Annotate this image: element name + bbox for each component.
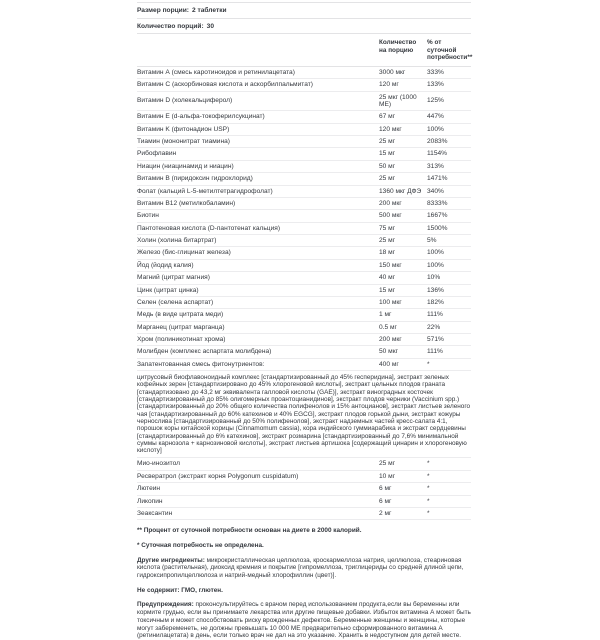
nutrient-name: Витамин В12 (метилкобаламин): [137, 199, 236, 207]
nutrient-amount: 15 мг: [379, 286, 396, 294]
other-ingredients-text: микрокристаллическая целлюлоза, кроскармеллоза натрия, целлюлоза, стеариновая кислота (растительная), диоксид кремния и покрытие [гипромеллоза, триглицериды со средней длиной цепи, гидроксипропилцеллюлоза и натрий-медный хлорофиллин (цвет)].: [137, 556, 464, 580]
table-row: [137, 235, 471, 247]
table-row: [137, 173, 471, 185]
table-row: [137, 67, 471, 79]
nutrient-name: Медь (в виде цитрата меди): [137, 311, 224, 319]
nutrient-dv: 447%: [427, 113, 444, 121]
serving-size-value: 2 таблетки: [191, 7, 227, 14]
warnings-label: Предупреждения:: [137, 601, 194, 609]
nutrient-dv: 5%: [427, 237, 437, 245]
nutrient-name: Витамин E (d-альфа-токоферилсукцинат): [137, 113, 265, 121]
servings-count-label: Количество порций:: [137, 22, 204, 30]
table-row: [137, 285, 471, 297]
nutrient-name: Лютеин: [137, 485, 161, 493]
table-row: [137, 458, 471, 470]
nutrient-name: Ниацин (ниацинамид и ниацин): [137, 162, 234, 170]
nutrient-dv: 1500%: [427, 224, 448, 232]
nutrient-amount: 50 мг: [379, 162, 396, 170]
nutrient-dv: *: [427, 485, 430, 493]
nutrient-amount: 500 мкг: [379, 212, 402, 220]
nutrient-dv: 111%: [427, 348, 443, 356]
table-row: [137, 247, 471, 259]
nutrient-dv: *: [427, 509, 430, 517]
table-row: [137, 309, 471, 321]
table-row: [137, 346, 471, 358]
table-row: [137, 496, 471, 508]
nutrient-name: Цинк (цитрат цинка): [137, 286, 199, 294]
table-row: [137, 92, 471, 112]
table-row: [137, 272, 471, 284]
free-of-note: Не содержит: ГМО, глютен.: [137, 586, 223, 594]
table-row: [137, 483, 471, 495]
nutrient-name: Зеаксантин: [137, 509, 173, 517]
supplement-facts-panel: [137, 2, 471, 640]
nutrient-dv: *: [427, 460, 430, 468]
nutrient-amount: 6 мг: [379, 485, 392, 493]
nutrient-amount: 120 мг: [379, 81, 399, 89]
table-row: [137, 471, 471, 483]
nutrient-name: Марганец (цитрат марганца): [137, 323, 225, 331]
nutrient-name: Тиамин (мононитрат тиамина): [137, 138, 230, 146]
nutrient-amount: 200 мкг: [379, 199, 402, 207]
servings-count-row: [137, 19, 471, 35]
table-row: [137, 508, 471, 520]
nutrient-name: Молибден (комплекс аспартата молибдена): [137, 348, 272, 356]
nutrient-dv: 133%: [427, 81, 444, 89]
nutrient-name: Селен (селена аспартат): [137, 298, 214, 306]
warnings: [137, 601, 471, 639]
nutrient-dv: 1667%: [427, 212, 448, 220]
other-ingredients-label: Другие ингредиенты:: [137, 556, 205, 564]
nutrient-amount: 40 мг: [379, 274, 396, 282]
nutrient-amount: 25 мкг (1000 МЕ): [379, 93, 417, 108]
nutrient-amount: 15 мг: [379, 150, 396, 158]
nutrient-dv: 1154%: [427, 150, 448, 158]
nutrient-dv: 1471%: [427, 175, 448, 183]
nutrient-name: Запатентованная смесь фитонутриентов:: [137, 360, 265, 368]
nutrient-dv: *: [427, 472, 430, 480]
table-row: [137, 79, 471, 91]
table-row: [137, 210, 471, 222]
nutrient-dv: *: [427, 360, 430, 368]
nutrient-name: Биотин: [137, 212, 159, 220]
table-row: [137, 297, 471, 309]
nutrient-dv: 100%: [427, 125, 444, 133]
nutrient-dv: 100%: [427, 249, 444, 257]
table-row: [137, 223, 471, 235]
table-row: [137, 136, 471, 148]
nutrient-dv: 2083%: [427, 138, 448, 146]
blend-description: цитрусовый биофлавоноидный комплекс [стандартизированный до 45% гесперидина], экстракт зеленых кофейных зерен [стандартизировано до 45% хлорогеновой кислоты], экстракт цельных плодов граната [стандартизовано до 43,2 мг эквивалента галловой кислоты (GAE)], экстракт виноградных косточек [стандартизированный до 85% олигомерных проантоцианидинов], экстракт плодов черники (Vaccinium spp.) [стандартизированный до 20% общего количества полифенолов и 15% антоцианов], экстракт листьев зеленого чая [стандартизированный до 60% катехинов и 40% EGCG], экстракт плодов горькой дыни, экстракт кожуры чернослива [стандартизированный до 50% полифенолов], экстракт надземных частей кресс-салата 4:1, порошок коры китайской корицы (Cinnamomum cassia), кора индийского гуммиарабика и экстракт сердцевины [стандартизированный до 6% катехинов], экстракт розмарина [стандартизированный до 7,6% минимальной суммы карнозола + карнозиновой кислоты], экстракт листьев артишока [содержащий цинарин и хлорогеновую кислоту]: [137, 371, 471, 458]
nutrient-amount: 1360 мкг ДФЭ: [379, 187, 422, 195]
nutrient-dv: 8333%: [427, 199, 448, 207]
nutrient-amount: 50 мкг: [379, 348, 398, 356]
nutrient-amount: 6 мг: [379, 497, 392, 505]
nutrient-name: Ресвератрол (экстракт корня Polygonum cuspidatum): [137, 472, 299, 480]
nutrient-name: Железо (бис-глицинат железа): [137, 249, 231, 257]
column-header-amount: Количество на порцию: [379, 39, 417, 54]
table-row: [137, 148, 471, 160]
nutrient-amount: 0.5 мг: [379, 323, 397, 331]
nutrient-dv: 333%: [427, 68, 444, 76]
warnings-text: проконсультируйтесь с врачом перед использованием продукта,если вы беременны или кормите грудью, если вы принимаете лекарства или другие пищевые добавки. Избыток витамина А может быть токсичным и может способствовать риску врожденных дефектов. Беременные женщины и женщины, которые могут забеременеть, не должны превышать 10 000 МЕ предварительно сформированного витамина А (ретинилацетата) в день, если только врач не дал на это указание. Хранить в недоступном для детей месте.: [137, 601, 471, 640]
nutrient-name: Витамин K (фитонадион USP): [137, 125, 230, 133]
nutrient-name: Ликопин: [137, 497, 163, 505]
nutrient-dv: 571%: [427, 336, 444, 344]
table-row: [137, 161, 471, 173]
table-row: [137, 111, 471, 123]
table-row: [137, 260, 471, 272]
nutrient-rows-extra: [137, 458, 471, 520]
table-row: [137, 359, 471, 371]
nutrient-dv: 136%: [427, 286, 444, 294]
nutrient-amount: 2 мг: [379, 509, 392, 517]
table-row: [137, 334, 471, 346]
nutrient-name: Рибофлавин: [137, 150, 177, 158]
serving-size-row: [137, 3, 471, 19]
nutrient-dv: 340%: [427, 187, 444, 195]
nutrient-amount: 25 мг: [379, 175, 396, 183]
table-row: [137, 198, 471, 210]
nutrient-amount: 100 мкг: [379, 298, 402, 306]
nutrient-dv: *: [427, 497, 430, 505]
table-row: [137, 124, 471, 136]
nutrient-rows-main: [137, 67, 471, 371]
table-row: [137, 186, 471, 198]
nutrient-amount: 150 мкг: [379, 261, 402, 269]
nutrient-dv: 313%: [427, 162, 444, 170]
nutrient-name: Фолат (кальций L-5-метилтетрагидрофолат): [137, 187, 273, 195]
nutrient-dv: 10%: [427, 274, 441, 282]
nutrient-amount: 200 мкг: [379, 336, 402, 344]
nutrient-name: Витамин А (смесь каротиноидов и ретинилацетата): [137, 68, 295, 76]
nutrient-name: Витамин D (холекальциферол): [137, 97, 233, 105]
servings-count-value: 30: [206, 22, 214, 30]
other-ingredients: [137, 557, 471, 580]
nutrient-amount: 25 мг: [379, 138, 396, 146]
nutrient-amount: 75 мг: [379, 224, 396, 232]
nutrient-amount: 400 мг: [379, 360, 399, 368]
nutrient-name: Магний (цитрат магния): [137, 274, 210, 282]
nutrient-name: Холин (холина битартрат): [137, 237, 217, 245]
nutrient-dv: 22%: [427, 323, 441, 331]
nutrient-amount: 25 мг: [379, 460, 396, 468]
nutrient-amount: 10 мг: [379, 472, 396, 480]
nutrient-dv: 111%: [427, 311, 443, 319]
nutrient-amount: 25 мг: [379, 237, 396, 245]
footnote-dv-basis: ** Процент от суточной потребности основан на диете в 2000 калорий.: [137, 527, 362, 535]
nutrient-name: Мио-инозитол: [137, 460, 180, 468]
nutrient-name: Пантотеновая кислота (D-пантотенат кальция): [137, 224, 281, 232]
footnote-dv-undefined: * Суточная потребность не определена.: [137, 542, 264, 549]
nutrient-amount: 1 мг: [379, 311, 392, 319]
nutrient-amount: 18 мг: [379, 249, 396, 257]
serving-size-label: Размер порции:: [137, 7, 189, 14]
column-header-row: [137, 34, 471, 67]
nutrient-name: Йод (йодид калия): [137, 261, 194, 269]
nutrient-name: Хром (полиникотинат хрома): [137, 336, 226, 344]
nutrient-dv: 182%: [427, 298, 444, 306]
nutrient-amount: 120 мкг: [379, 125, 402, 133]
nutrient-amount: 67 мг: [379, 113, 396, 121]
nutrient-dv: 100%: [427, 261, 444, 269]
table-row: [137, 322, 471, 334]
nutrient-dv: 125%: [427, 97, 444, 105]
nutrient-amount: 3000 мкг: [379, 68, 406, 76]
nutrient-name: Витамин C (аскорбиновая кислота и аскорбилпальмитат): [137, 81, 313, 89]
nutrient-name: Витамин В (пиридоксин гидрохлорид): [137, 175, 253, 183]
column-header-dv: % от суточной потребности**: [427, 39, 473, 62]
